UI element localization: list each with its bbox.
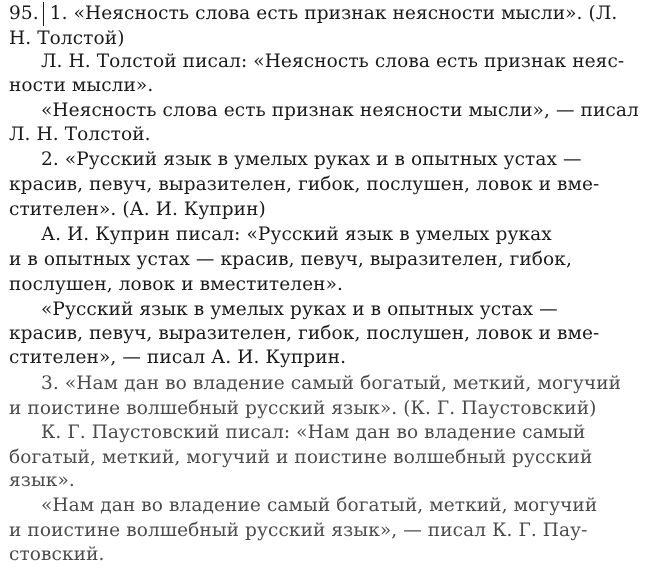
text-line-9: стителен». (А. И. Куприн): [9, 199, 266, 220]
text-line-16: 3. «Нам дан во владение самый богатый, меткий, могучий: [41, 373, 622, 394]
text-line-14: красив, певуч, выразителен, гибок, послушен, ловок и вме-: [9, 323, 600, 344]
text-line-12: послушен, ловок и вместителен».: [9, 274, 343, 295]
text-line-5: «Неясность слова есть признак неясности мысли», — писал: [41, 100, 639, 121]
text-line-21: «Нам дан во владение самый богатый, меткий, могучий: [41, 495, 598, 516]
text-line-11: и в опытных устах — красив, певуч, выразителен, гибок,: [9, 249, 572, 270]
text-line-15: стителен», — писал А. И. Куприн.: [9, 347, 347, 368]
text-line-10: А. И. Куприн писал: «Русский язык в умелых руках: [41, 224, 552, 245]
text-line-6: Л. Н. Толстой.: [9, 124, 151, 145]
text-line-2: Н. Толстой): [9, 28, 125, 49]
text-line-19: богатый, меткий, могучий и поистине волшебный русский: [9, 447, 593, 468]
text-line-1: [9, 2, 649, 26]
text-line-20: язык».: [9, 470, 75, 491]
text-line-7: 2. «Русский язык в умелых руках и в опытных устах —: [41, 149, 582, 170]
exercise-number: 95.: [9, 2, 44, 26]
text-line-13: «Русский язык в умелых руках и в опытных устах —: [41, 299, 558, 320]
text-line-22: и поистине волшебный русский язык», — писал К. Г. Пау-: [9, 520, 588, 541]
text-line-18: К. Г. Паустовский писал: «Нам дан во владение самый: [41, 422, 586, 443]
text-line-3: Л. Н. Толстой писал: «Неясность слова есть признак неяс-: [41, 51, 625, 72]
sentence-1-original: 1. «Неясность слова есть признак неясности мысли». (Л.: [49, 3, 618, 24]
text-line-4: ности мысли».: [9, 75, 154, 96]
text-line-23: стовский.: [9, 544, 105, 565]
text-line-8: красив, певуч, выразителен, гибок, послушен, ловок и вме-: [9, 174, 600, 195]
text-line-17: и поистине волшебный русский язык». (К. Г. Паустовский): [9, 398, 597, 419]
